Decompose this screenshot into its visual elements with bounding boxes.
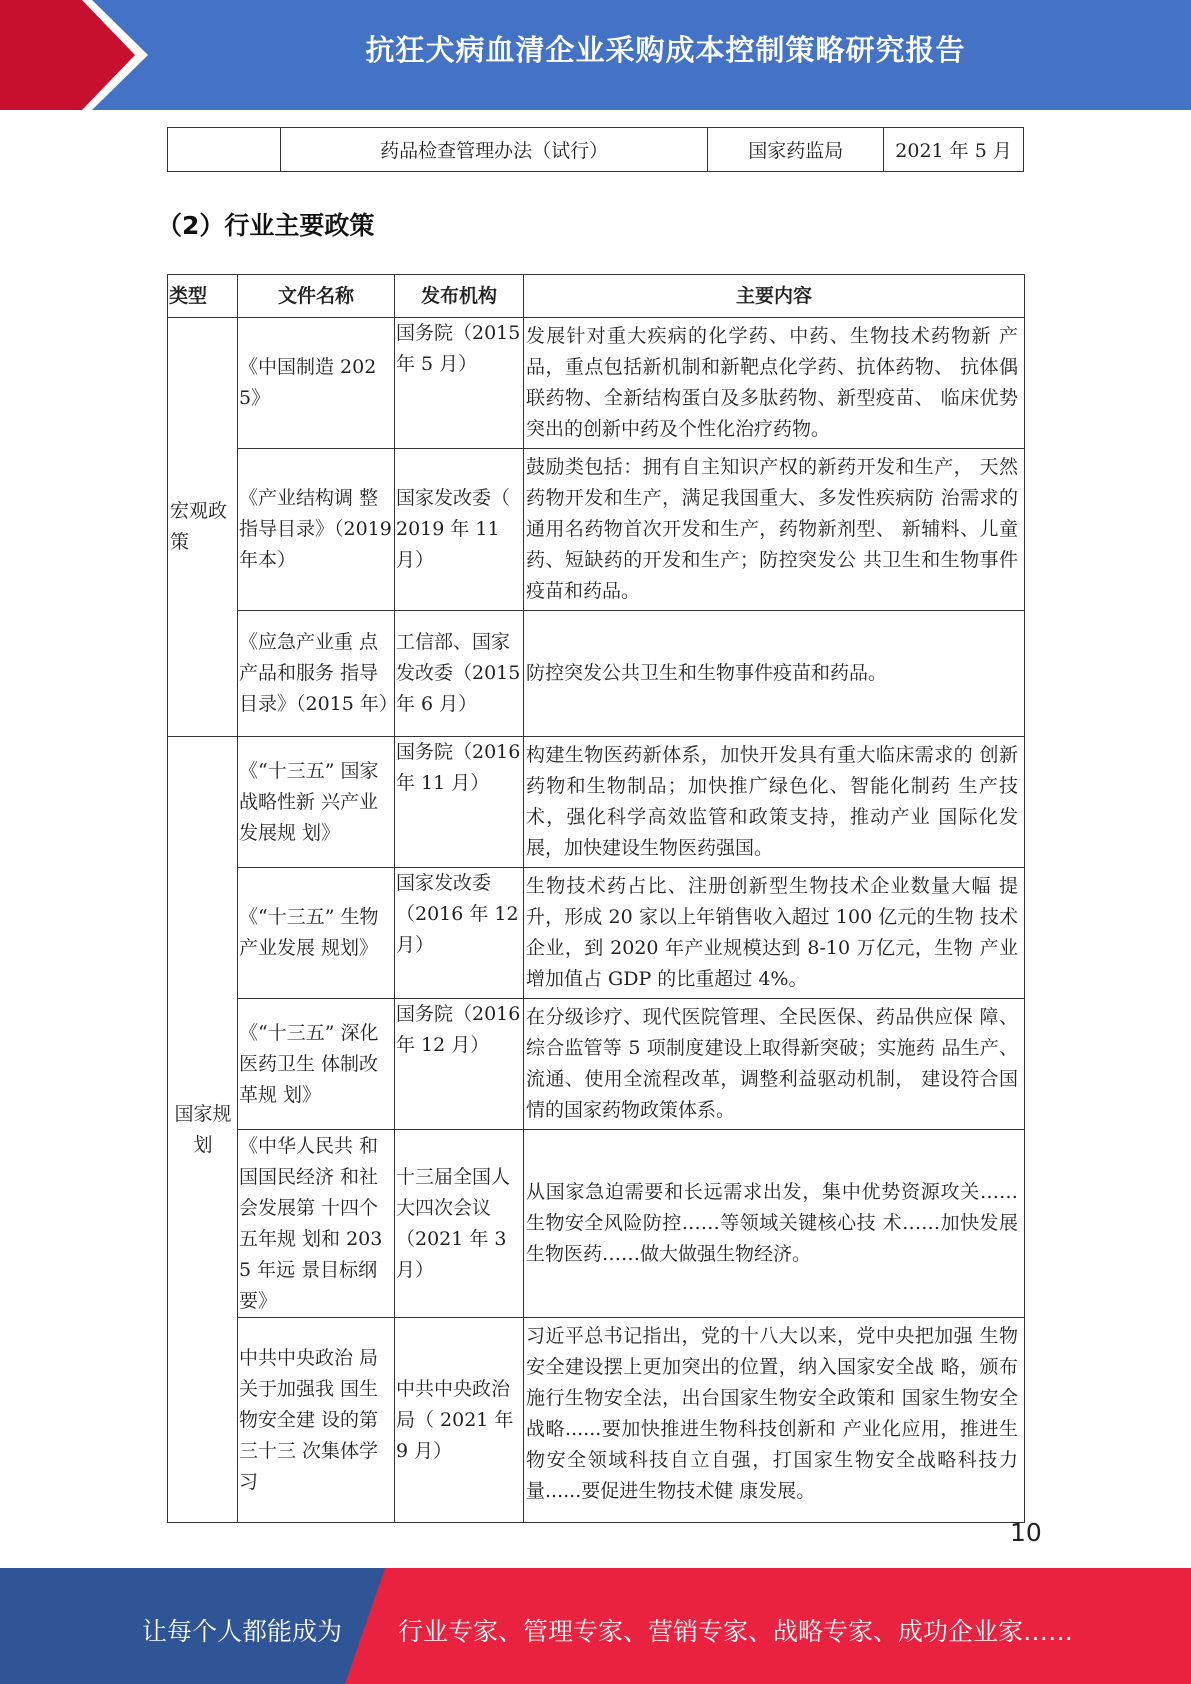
agency-cell: 中共中央政治局（ 2021 年 9 月） bbox=[395, 1318, 524, 1523]
column-header-type: 类型 bbox=[168, 275, 238, 318]
column-header-name: 文件名称 bbox=[238, 275, 395, 318]
top-table-fragment bbox=[167, 127, 1024, 172]
page-title: 抗狂犬病血清企业采购成本控制策略研究报告 bbox=[365, 33, 966, 67]
type-label: 国家规划 bbox=[174, 1102, 232, 1156]
column-header-agency: 发布机构 bbox=[395, 275, 524, 318]
document-name-cell: 中共中央政治 局关于加强我 国生物安全建 设的第三十三 次集体学习 bbox=[238, 1318, 395, 1523]
type-cell-national-plan bbox=[168, 737, 238, 1523]
page-header bbox=[0, 0, 1191, 110]
document-name-cell: 《中华人民共 和国国民经济 和社会发展第 十四个五年规 划和 2035 年远 景目标纲要》 bbox=[238, 1130, 395, 1318]
type-label: 宏观政策 bbox=[170, 500, 228, 553]
content-cell: 从国家急迫需要和长远需求出发，集中优势资源攻关……生物安全风险防控……等领域关键核心技 术……加快发展生物医药……做大做强生物经济。 bbox=[524, 1130, 1025, 1318]
table-row bbox=[168, 999, 1025, 1130]
column-header-content: 主要内容 bbox=[524, 275, 1025, 318]
document-name-cell: 《中国制造 2025》 bbox=[238, 318, 395, 449]
section-heading: （2）行业主要政策 bbox=[157, 211, 375, 240]
content-cell: 鼓励类包括：拥有自主知识产权的新药开发和生产， 天然药物开发和生产，满足我国重大、多发性疾病防 治需求的通用名药物首次开发和生产，药物新剂型、 新辅料、儿童药、短缺药的开发和生产；防控突发公 共卫生和生物事件疫苗和药品。 bbox=[524, 449, 1025, 611]
table-row bbox=[168, 737, 1025, 868]
agency-cell: 十三届全国人大四次会议（2021 年 3 月） bbox=[395, 1130, 524, 1318]
content-cell: 发展针对重大疾病的化学药、中药、生物技术药物新 产品，重点包括新机制和新靶点化学药、抗体药物、 抗体偶联药物、全新结构蛋白及多肽药物、新型疫苗、 临床优势突出的创新中药及个性化治疗药物。 bbox=[524, 318, 1025, 449]
agency-cell: 国务院（2016 年 11 月） bbox=[395, 737, 524, 868]
document-name-cell: 《“十三五” 深化医药卫生 体制改革规 划》 bbox=[238, 999, 395, 1130]
type-cell-macro-policy bbox=[168, 318, 238, 737]
header-arrow-decoration bbox=[0, 0, 150, 110]
table-row bbox=[168, 1130, 1025, 1318]
content-cell: 防控突发公共卫生和生物事件疫苗和药品。 bbox=[524, 611, 1025, 737]
agency-cell: 国务院（2015 年 5 月） bbox=[395, 318, 524, 449]
agency-cell: 工信部、国家发改委（2015 年 6 月） bbox=[395, 611, 524, 737]
content-cell: 习近平总书记指出，党的十八大以来，党中央把加强 生物安全建设摆上更加突出的位置，纳入国家安全战 略，颁布施行生物安全法，出台国家生物安全政策和 国家生物安全战略......要加快推进生物科技创新和 产业化应用，推进生物安全领域科技自立自强，打国家生物安全战略科技力量......要促进生物技术健 康发展。 bbox=[524, 1318, 1025, 1523]
content-cell: 构建生物医药新体系，加快开发具有重大临床需求的 创新药物和生物制品；加快推广绿色化、智能化制药 生产技术，强化科学高效监管和政策支持，推动产业 国际化发展，加快建设生物医药强国。 bbox=[524, 737, 1025, 868]
document-name-cell: 《“十三五” 国家战略性新 兴产业发展规 划》 bbox=[238, 737, 395, 868]
table-row bbox=[168, 868, 1025, 999]
content-cell: 在分级诊疗、现代医院管理、全民医保、药品供应保 障、综合监管等 5 项制度建设上取得新突破；实施药 品生产、流通、使用全流程改革，调整利益驱动机制， 建设符合国情的国家药物政策体系。 bbox=[524, 999, 1025, 1130]
agency-cell: 国家发改委（2016 年 12 月） bbox=[395, 868, 524, 999]
table-row bbox=[168, 611, 1025, 737]
table-row bbox=[168, 128, 1024, 172]
document-name-cell: 《“十三五” 生物产业发展 规划》 bbox=[238, 868, 395, 999]
page-number: 10 bbox=[1010, 1518, 1042, 1547]
table-row bbox=[168, 449, 1025, 611]
table-row bbox=[168, 1318, 1025, 1523]
table-header-row bbox=[168, 275, 1025, 318]
footer-slogan-right: 行业专家、管理专家、营销专家、战略专家、成功企业家…… bbox=[398, 1617, 1074, 1646]
policy-table bbox=[167, 274, 1025, 1523]
document-name-cell: 《产业结构调 整指导目录》（2019 年本） bbox=[238, 449, 395, 611]
document-name-cell: 《应急产业重 点产品和服务 指导目录》（2015 年） bbox=[238, 611, 395, 737]
footer-slogan-left: 让每个人都能成为 bbox=[142, 1617, 343, 1646]
content-cell: 生物技术药占比、注册创新型生物技术企业数量大幅 提升，形成 20 家以上年销售收入超过 100 亿元的生物 技术企业，到 2020 年产业规模达到 8-10 万亿元，生物 产业增加值占 GDP 的比重超过 4%。 bbox=[524, 868, 1025, 999]
document-name-cell: 药品检查管理办法（试行） bbox=[280, 128, 707, 172]
type-cell bbox=[168, 128, 281, 172]
agency-cell: 国务院（2016 年 12 月） bbox=[395, 999, 524, 1130]
table-row bbox=[168, 318, 1025, 449]
agency-cell: 国家药监局 bbox=[708, 128, 884, 172]
agency-cell: 国家发改委（ 2019 年 11 月） bbox=[395, 449, 524, 611]
date-cell: 2021 年 5 月 bbox=[884, 128, 1024, 172]
